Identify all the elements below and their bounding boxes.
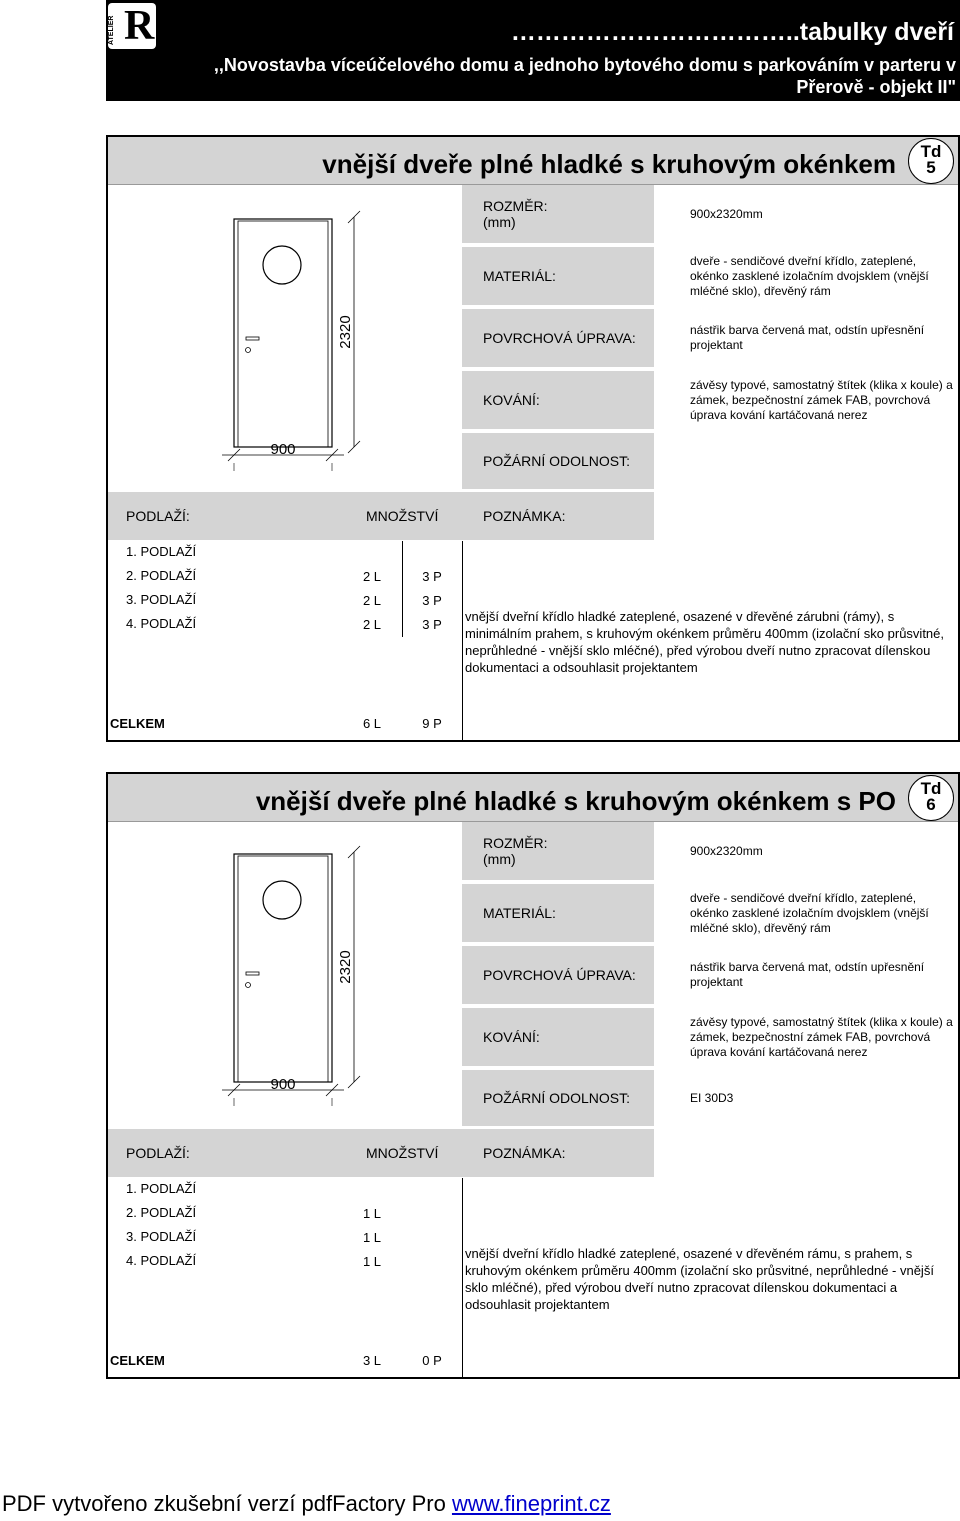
project-title-line1: ,,Novostavba víceúčelového domu a jednoho bytového domu s parkováním v parteru v xyxy=(213,55,956,75)
quantity-header-bar xyxy=(108,492,462,540)
floor-2-label: 2. PODLAŽÍ xyxy=(126,568,197,583)
door-code-badge xyxy=(908,775,954,821)
column-divider xyxy=(462,541,463,741)
hardware-value: závěsy typové, samostatný štítek (klika x koule) a zámek, bezpečnostní zámek FAB, povrchová úprava kování kartáčovaná nerez xyxy=(690,377,953,422)
floor-col-header: PODLAŽÍ: xyxy=(126,508,190,524)
door-card-td6 xyxy=(106,772,960,1379)
door-note: vnější dveřní křídlo hladké zateplené, osazené v dřevěné zárubni (rámy), s minimálním prahem, s kruhovým okénkem průměru 400mm (izolační sko průsvitné, neprůhledné - vnější sklo mléčné), před výrobou dveří nutno zpracovat dílenskou dokumentaci a odsouhlasit projektantem xyxy=(465,609,945,675)
rozmer-label: ROZMĚR: (mm) xyxy=(462,822,654,880)
logo-side-text: ATELIER xyxy=(108,15,115,45)
floor-1-label: 1. PODLAŽÍ xyxy=(126,544,197,559)
floor-3-label: 3. PODLAŽÍ xyxy=(126,1229,197,1244)
floor-col-header: PODLAŽÍ: xyxy=(126,1145,190,1161)
door-code-badge xyxy=(908,138,954,184)
floor-3-right-qty: 3 P xyxy=(422,593,442,608)
project-title-line2: Přerově - objekt II" xyxy=(796,77,956,97)
door-note: vnější dveřní křídlo hladké zateplené, osazené v dřevěném rámu, s prahem, s kruhovým okénkem průměru 400mm (izolační sko průsvitné, neprůhledné - vnější sklo mléčné), před výrobou dveří nutno zpracovat dílenskou dokumentaci a odsouhlasit projektantem xyxy=(465,1246,934,1312)
surface-value: nástřik barva červená mat, odstín upřesnění projektant xyxy=(690,323,925,352)
door-title-bar xyxy=(108,137,958,185)
quantity-header-bar xyxy=(108,1129,462,1177)
total-label: CELKEM xyxy=(110,1353,165,1368)
surface-label: POVRCHOVÁ ÚPRAVA: xyxy=(462,309,654,367)
total-right-qty: 9 P xyxy=(422,716,442,731)
height-dimension: 2320 xyxy=(337,315,354,349)
floor-2-right-qty: 3 P xyxy=(422,569,442,584)
total-left-qty: 6 L xyxy=(362,716,382,731)
material-label: MATERIÁL: xyxy=(462,247,654,305)
surface-value: nástřik barva červená mat, odstín upřesnění projektant xyxy=(690,960,925,989)
badge-number: 5 xyxy=(926,158,936,177)
material-label: MATERIÁL: xyxy=(462,884,654,942)
floor-3-left-qty: 2 L xyxy=(362,593,382,608)
badge-number: 6 xyxy=(926,795,936,814)
floor-2-label: 2. PODLAŽÍ xyxy=(126,1205,197,1220)
footer-link[interactable]: www.fineprint.cz xyxy=(451,1491,611,1516)
hardware-label: KOVÁNÍ: xyxy=(462,371,654,429)
floor-4-right-qty: 3 P xyxy=(422,617,442,632)
rozmer-value: 900x2320mm xyxy=(690,843,763,858)
floor-3-label: 3. PODLAŽÍ xyxy=(126,592,197,607)
door-drawing xyxy=(208,842,388,1132)
door-title-bar xyxy=(108,774,958,822)
total-label: CELKEM xyxy=(110,716,165,731)
floor-4-label: 4. PODLAŽÍ xyxy=(126,616,197,631)
quantity-col-header: MNOŽSTVÍ xyxy=(366,508,439,524)
width-dimension: 900 xyxy=(270,441,296,458)
document-tag: ……………………………..tabulky dveří xyxy=(510,18,954,46)
quantity-col-header: MNOŽSTVÍ xyxy=(366,1145,439,1161)
total-right-qty: 0 P xyxy=(422,1353,442,1368)
document-header xyxy=(106,0,960,101)
height-dimension: 2320 xyxy=(337,950,354,984)
rozmer-label: ROZMĚR: (mm) xyxy=(462,185,654,243)
floor-2-left-qty: 2 L xyxy=(362,569,382,584)
floor-3-left-qty: 1 L xyxy=(362,1230,382,1245)
fire-resistance-value xyxy=(654,433,958,489)
door-drawing xyxy=(208,207,388,497)
door-title: vnější dveře plné hladké s kruhovým okénkem xyxy=(322,149,896,179)
column-divider xyxy=(462,1178,463,1378)
hardware-label: KOVÁNÍ: xyxy=(462,1008,654,1066)
material-value: dveře - sendičové dveřní křídlo, zateplené, okénko zasklené izolačním dvojsklem (vnější mléčné sklo), dřevěný rám xyxy=(690,253,929,298)
pdf-watermark-footer xyxy=(2,1491,611,1517)
floor-4-left-qty: 2 L xyxy=(362,617,382,632)
floor-4-left-qty: 1 L xyxy=(362,1254,382,1269)
floor-2-left-qty: 1 L xyxy=(362,1206,382,1221)
badge-prefix: Td xyxy=(920,142,942,161)
door-title: vnější dveře plné hladké s kruhovým okénkem s PO xyxy=(255,786,896,816)
material-value: dveře - sendičové dveřní křídlo, zateplené, okénko zasklené izolačním dvojsklem (vnější mléčné sklo), dřevěný rám xyxy=(690,890,929,935)
footer-text: PDF vytvořeno zkušební verzí pdfFactory Pro xyxy=(2,1491,452,1516)
note-col-header: POZNÁMKA: xyxy=(462,492,654,540)
rozmer-value: 900x2320mm xyxy=(690,206,763,221)
badge-prefix: Td xyxy=(920,779,942,798)
door-card-td5 xyxy=(106,135,960,742)
fire-resistance-value: EI 30D3 xyxy=(690,1090,734,1105)
floor-4-label: 4. PODLAŽÍ xyxy=(126,1253,197,1268)
floor-1-label: 1. PODLAŽÍ xyxy=(126,1181,197,1196)
total-left-qty: 3 L xyxy=(362,1353,382,1368)
atelier-logo xyxy=(108,3,156,49)
logo-letter: R xyxy=(124,3,155,49)
note-col-header: POZNÁMKA: xyxy=(462,1129,654,1177)
width-dimension: 900 xyxy=(270,1076,296,1093)
hardware-value: závěsy typové, samostatný štítek (klika x koule) a zámek, bezpečnostní zámek FAB, povrchová úprava kování kartáčovaná nerez xyxy=(690,1014,953,1059)
fire-resistance-label: POŽÁRNÍ ODOLNOST: xyxy=(462,433,654,489)
surface-label: POVRCHOVÁ ÚPRAVA: xyxy=(462,946,654,1004)
fire-resistance-label: POŽÁRNÍ ODOLNOST: xyxy=(462,1070,654,1126)
